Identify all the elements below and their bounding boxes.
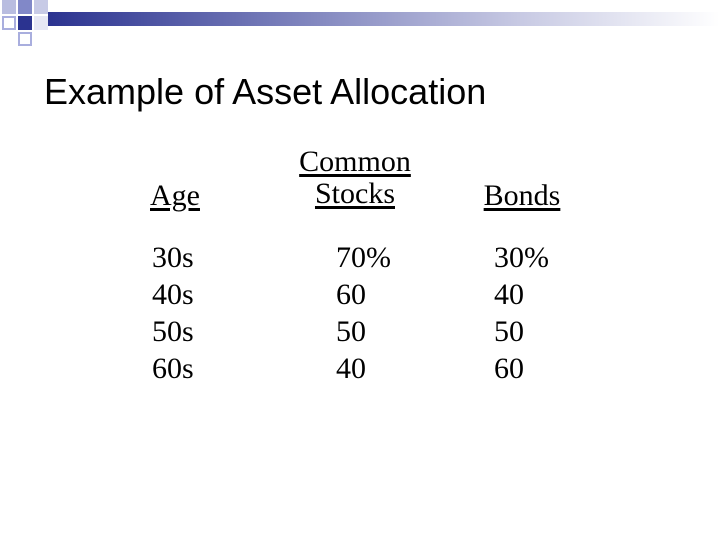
decorative-square: [18, 16, 32, 30]
decorative-header: [0, 0, 720, 48]
stocks-cell: 70%: [336, 241, 391, 274]
age-column-header: Age: [150, 179, 200, 212]
decorative-square: [34, 16, 48, 30]
common-stocks-column: [336, 239, 391, 387]
stocks-cell: 60: [336, 278, 366, 311]
bonds-cell: 40: [494, 278, 524, 311]
decorative-square: [18, 0, 32, 14]
bonds-column-header: Bonds: [483, 179, 561, 212]
bonds-column: [494, 239, 549, 387]
bonds-cell: 60: [494, 352, 524, 385]
bonds-cell: 50: [494, 315, 524, 348]
stocks-cell: 40: [336, 352, 366, 385]
common-stocks-header-line2: Stocks: [314, 177, 395, 210]
decorative-square: [34, 0, 48, 14]
common-stocks-column-header: [270, 146, 440, 210]
bonds-cell: 30%: [494, 241, 549, 274]
age-cell: 40s: [152, 278, 194, 311]
slide-title: Example of Asset Allocation: [44, 71, 487, 112]
stocks-cell: 50: [336, 315, 366, 348]
common-stocks-header-line1: Common: [299, 145, 411, 178]
age-column: [152, 239, 194, 387]
decorative-square: [2, 0, 16, 14]
gradient-bar: [48, 12, 720, 26]
age-cell: 60s: [152, 352, 194, 385]
decorative-square: [2, 16, 16, 30]
age-cell: 30s: [152, 241, 194, 274]
age-cell: 50s: [152, 315, 194, 348]
decorative-square: [18, 32, 32, 46]
